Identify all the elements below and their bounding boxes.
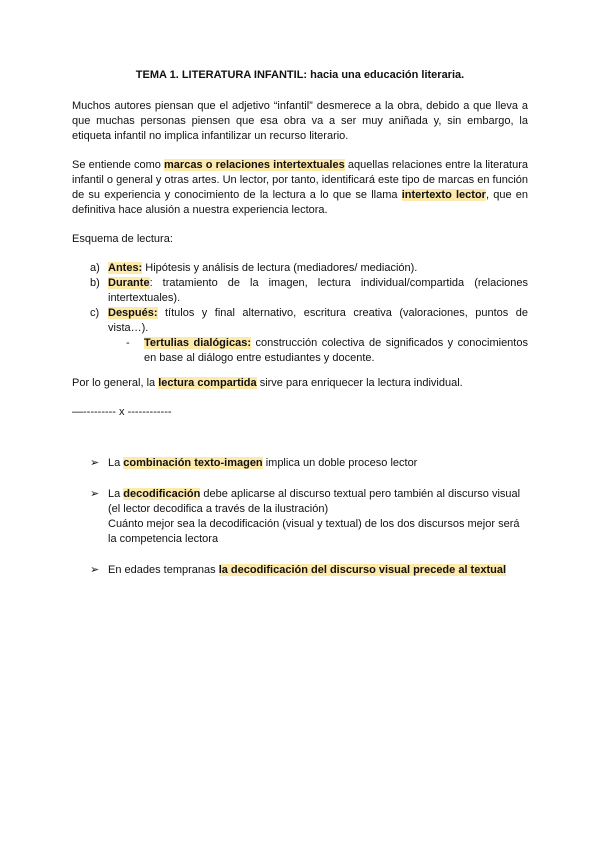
text-span: debe aplicarse al discurso textual pero también al discurso visual (el lector decodifica a través de la ilustración) xyxy=(108,488,521,515)
highlight-despues: Después: xyxy=(108,307,158,319)
highlight-antes: Antes: xyxy=(108,262,143,274)
highlight-durante: Durante xyxy=(108,277,150,289)
highlight-tertulias: Tertulias dialógicas: xyxy=(144,337,251,349)
highlight-lectura-compartida: lectura compartida xyxy=(158,377,257,389)
text-span: sirve para enriquecer la lectura individual. xyxy=(256,377,463,389)
text-span: Por lo general, la xyxy=(72,377,159,389)
dash-marker: - xyxy=(126,337,130,349)
bullet-item-combinacion xyxy=(72,456,528,471)
paragraph-lectura-compartida xyxy=(72,376,528,391)
reading-scheme-list xyxy=(72,261,528,366)
list-item-antes xyxy=(72,261,528,276)
list-item-text: títulos y final alternativo, escritura creativa (valoraciones, puntos de vista…). xyxy=(108,307,528,334)
highlight-marcas-intertextuales: marcas o relaciones intertextuales xyxy=(164,159,345,171)
text-span: La xyxy=(108,488,124,500)
text-span: En edades tempranas xyxy=(108,564,219,576)
document-page xyxy=(72,68,528,594)
paragraph-adjetivo-infantil: Muchos autores piensan que el adjetivo “infantil” desmerece a la obra, debido a que lleva a que muchas personas piensen que esa obra va a ser muy aniñada y, sin embargo, la etiqueta infantil no implica infantilizar un recurso literario. xyxy=(72,100,528,142)
list-item-despues xyxy=(72,306,528,366)
section-separator: —--------- x ------------ xyxy=(72,406,172,418)
scheme-label: Esquema de lectura: xyxy=(72,233,173,245)
list-marker: b) xyxy=(90,277,100,289)
text-span: , que en definitiva hace alusión a nuestra experiencia lectora. xyxy=(72,189,528,216)
list-marker: c) xyxy=(90,307,100,319)
text-span: aquellas relaciones entre la literatura infantil o general y otras artes. Un lector, por tanto, identificará este tipo de marcas en función de su experiencia y conocimiento de la lectura a lo que se llama xyxy=(72,159,529,201)
highlight-intertexto-lector: intertexto lector xyxy=(401,189,486,201)
highlight-combinacion-texto-imagen: combinación texto-imagen xyxy=(123,457,263,469)
bullet-extra-text: Cuánto mejor sea la decodificación (visual y textual) de los dos discursos mejor será la competencia lectora xyxy=(108,518,520,545)
list-item-durante xyxy=(72,276,528,306)
arrow-bullet-icon: ➢ xyxy=(90,488,100,500)
list-item-text: construcción colectiva de significados y conocimientos en base al diálogo entre estudiantes y docente. xyxy=(144,337,528,364)
list-marker: a) xyxy=(90,262,100,274)
highlight-decodificacion: decodificación xyxy=(123,488,201,500)
text-span: Se entiende como xyxy=(72,159,165,171)
arrow-bullet-icon: ➢ xyxy=(90,564,100,576)
list-item-text: Hipótesis y análisis de lectura (mediadores/ mediación). xyxy=(142,262,418,274)
arrow-bullet-icon: ➢ xyxy=(90,457,100,469)
text-span: implica un doble proceso lector xyxy=(262,457,418,469)
list-item-tertulias xyxy=(108,336,528,366)
list-item-text: : tratamiento de la imagen, lectura individual/compartida (relaciones intertextuales). xyxy=(108,277,528,304)
bullet-item-edades-tempranas xyxy=(72,563,528,578)
document-title: TEMA 1. LITERATURA INFANTIL: hacia una educación literaria. xyxy=(135,69,465,81)
paragraph-intertextualidad xyxy=(72,158,528,218)
text-span: La xyxy=(108,457,124,469)
bullet-item-decodificacion xyxy=(72,487,528,547)
sub-list xyxy=(108,336,528,366)
arrow-bullet-list xyxy=(72,456,528,578)
highlight-decodificacion-visual: la decodificación del discurso visual precede al textual xyxy=(218,564,507,576)
